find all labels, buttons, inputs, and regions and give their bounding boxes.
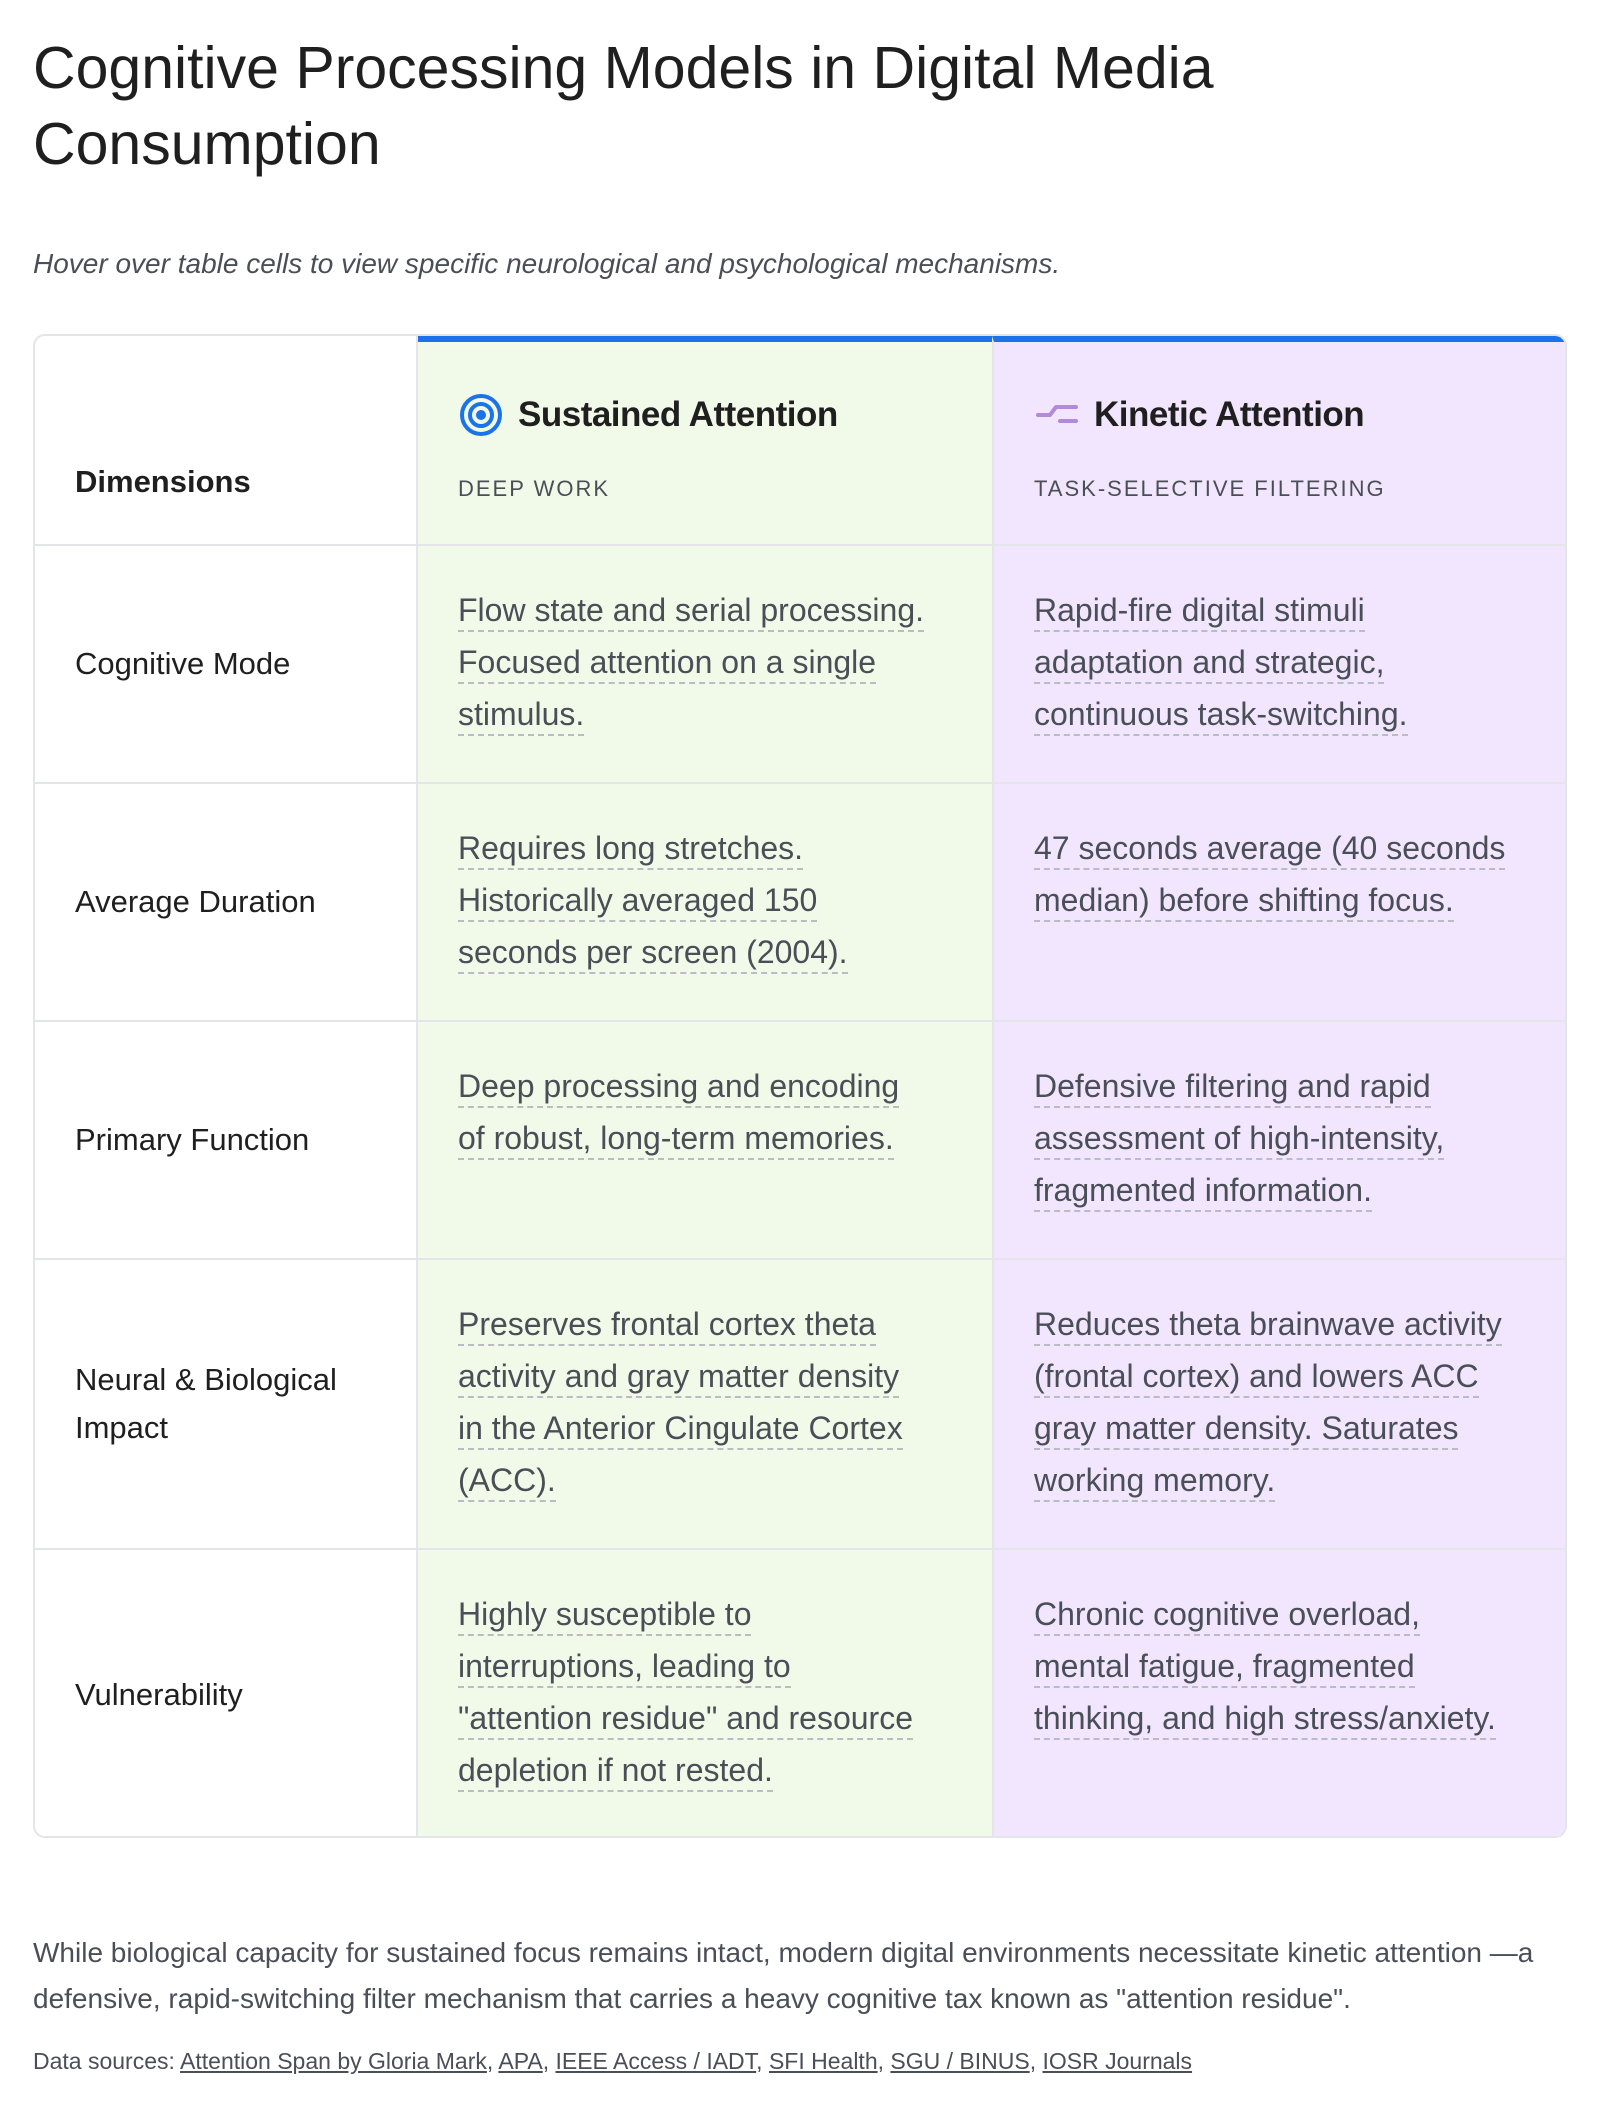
cell-text-line: working memory. bbox=[1034, 1462, 1275, 1502]
cell-text-line: median) before shifting focus. bbox=[1034, 882, 1454, 922]
dimension-label: Vulnerability bbox=[35, 1550, 418, 1838]
kinetic-cell[interactable] bbox=[992, 546, 1567, 784]
cell-text-line: Defensive filtering and rapid bbox=[1034, 1068, 1431, 1108]
subtitle: Hover over table cells to view specific neurological and psychological mechanisms. bbox=[33, 248, 1061, 279]
sustained-cell[interactable] bbox=[418, 784, 992, 1022]
source-link[interactable]: APA bbox=[498, 2048, 543, 2074]
source-link[interactable]: IEEE Access / IADT bbox=[555, 2048, 757, 2074]
dimension-label: Cognitive Mode bbox=[35, 546, 418, 784]
cell-text-line: interruptions, leading to bbox=[458, 1648, 791, 1688]
cell-text-line: Reduces theta brainwave activity bbox=[1034, 1306, 1502, 1346]
sustained-cell[interactable] bbox=[418, 546, 992, 784]
kinetic-cell[interactable] bbox=[992, 1260, 1567, 1550]
dimension-label: Primary Function bbox=[35, 1022, 418, 1260]
column-subtitle: TASK-SELECTIVE FILTERING bbox=[1034, 476, 1386, 501]
source-link[interactable]: SFI Health bbox=[768, 2048, 878, 2074]
cell-text-line: activity and gray matter density bbox=[458, 1358, 899, 1398]
sustained-cell[interactable] bbox=[418, 1022, 992, 1260]
cell-text-line: Preserves frontal cortex theta bbox=[458, 1306, 876, 1346]
column-title: Kinetic Attention bbox=[1094, 395, 1365, 434]
page-title: Cognitive Processing Models in Digital Media Consumption bbox=[33, 35, 1214, 177]
cell-text-line: gray matter density. Saturates bbox=[1034, 1410, 1458, 1450]
kinetic-cell[interactable] bbox=[992, 1550, 1567, 1838]
dimension-label: Average Duration bbox=[35, 784, 418, 1022]
cell-text-line: Rapid-fire digital stimuli bbox=[1034, 592, 1365, 632]
cell-text-line: Focused attention on a single bbox=[458, 644, 876, 684]
sustained-cell[interactable] bbox=[418, 1550, 992, 1838]
cell-text-line: mental fatigue, fragmented bbox=[1034, 1648, 1415, 1688]
cell-text-line: seconds per screen (2004). bbox=[458, 934, 848, 974]
column-subtitle: DEEP WORK bbox=[458, 476, 611, 501]
cell-text-line: Highly susceptible to bbox=[458, 1596, 751, 1636]
data-sources: Data sources: Attention Span by Gloria Mark, APA, IEEE Access / IADT, SFI Health, SGU / BINUS, IOSR Journals bbox=[33, 2048, 1193, 2074]
cell-text-line: Historically averaged 150 bbox=[458, 882, 817, 922]
cell-text-line: (ACC). bbox=[458, 1462, 556, 1502]
cell-text-line: fragmented information. bbox=[1034, 1172, 1372, 1212]
table-grid bbox=[35, 336, 1565, 1836]
cell-text-line: thinking, and high stress/anxiety. bbox=[1034, 1700, 1496, 1740]
kinetic-cell[interactable] bbox=[992, 784, 1567, 1022]
source-link[interactable]: SGU / BINUS bbox=[890, 2048, 1030, 2074]
column-header-sustained bbox=[418, 336, 992, 546]
source-link[interactable]: IOSR Journals bbox=[1042, 2048, 1193, 2074]
conclusion-text: While biological capacity for sustained focus remains intact, modern digital environments necessitate kinetic attention —a defensive, rapid-switching filter mechanism that carries a heavy cognitive tax known as "attention residue". bbox=[33, 1937, 1534, 2014]
cell-text-line: of robust, long-term memories. bbox=[458, 1120, 894, 1160]
column-header-row bbox=[1034, 392, 1364, 438]
cell-text-line: (frontal cortex) and lowers ACC bbox=[1034, 1358, 1479, 1398]
cell-text-line: depletion if not rested. bbox=[458, 1752, 773, 1792]
cell-text-line: "attention residue" and resource bbox=[458, 1700, 913, 1740]
cell-text-line: stimulus. bbox=[458, 696, 584, 736]
cell-text-line: Flow state and serial processing. bbox=[458, 592, 924, 632]
column-header-kinetic bbox=[992, 336, 1567, 546]
cell-text-line: Deep processing and encoding bbox=[458, 1068, 899, 1108]
target-icon bbox=[458, 392, 504, 438]
switch-icon bbox=[1034, 392, 1080, 438]
column-header-row bbox=[458, 392, 838, 438]
cell-text-line: in the Anterior Cingulate Cortex bbox=[458, 1410, 903, 1450]
sustained-cell[interactable] bbox=[418, 1260, 992, 1550]
dimensions-header: Dimensions bbox=[35, 336, 418, 546]
cell-text-line: Chronic cognitive overload, bbox=[1034, 1596, 1420, 1636]
sources-label: Data sources: bbox=[33, 2048, 175, 2074]
cell-text-line: 47 seconds average (40 seconds bbox=[1034, 830, 1505, 870]
column-title: Sustained Attention bbox=[518, 395, 838, 434]
comparison-table bbox=[33, 334, 1567, 1838]
cell-text-line: Requires long stretches. bbox=[458, 830, 803, 870]
dimension-label: Neural & Biological Impact bbox=[35, 1260, 418, 1550]
cell-text-line: continuous task-switching. bbox=[1034, 696, 1408, 736]
source-link[interactable]: Attention Span by Gloria Mark bbox=[180, 2048, 487, 2074]
cell-text-line: assessment of high-intensity, bbox=[1034, 1120, 1444, 1160]
cell-text-line: adaptation and strategic, bbox=[1034, 644, 1384, 684]
kinetic-cell[interactable] bbox=[992, 1022, 1567, 1260]
